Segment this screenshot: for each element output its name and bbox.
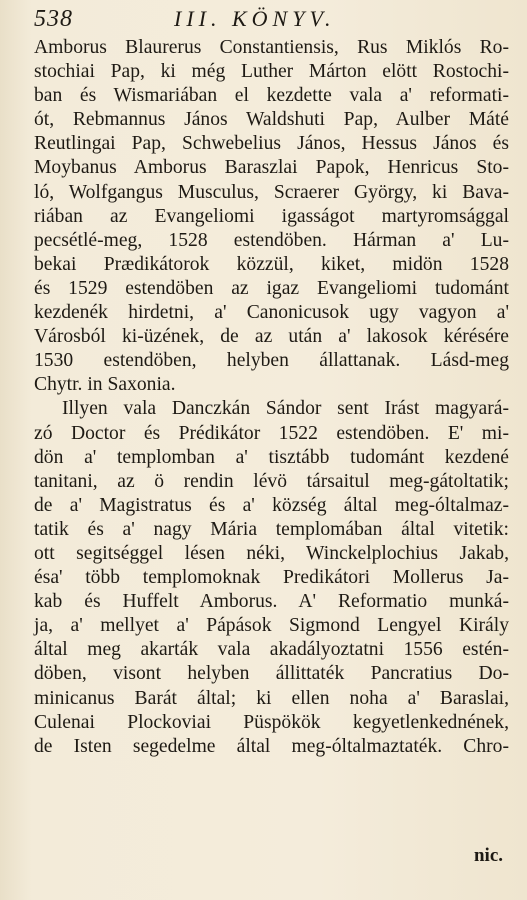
text-line: de Isten segedelme által meg-óltalmaztaték. Chro- [34,735,509,757]
text-line: ót, Rebmannus János Waldshuti Pap, Aulber Máté [34,109,509,131]
text-line: Moybanus Amborus Baraszlai Papok, Henricus Sto- [34,157,509,179]
text-line: tanitani, az ö rendin lévö társaitul meg-gátoltatik; [34,470,509,492]
text-line: által meg akarták vala akadályoztatni 1556 estén- [34,639,509,661]
text-line: ló, Wolfgangus Musculus, Scraerer György, ki Bava- [34,181,509,203]
text-line: zó Doctor és Prédikátor 1522 estendöben. E' mi- [34,422,509,444]
text-line: Chytr. in Saxonia. [34,374,176,396]
text-line: Reutlingai Pap, Schwebelius János, Hessus János és [34,133,509,155]
text-line: pecsétlé-meg, 1528 estendöben. Hárman a' Lu- [34,229,509,251]
page-number: 538 [34,6,73,32]
text-line: Illyen vala Danczkán Sándor sent Irást magyará- [62,398,509,420]
body-text [34,36,509,759]
text-line: kezdenék hirdetni, a' Canonicusok ugy vagyon a' [34,302,509,324]
text-line: 1530 estendöben, helyben állattanak. Lásd-meg [34,350,509,372]
text-line: és 1529 estendöben az igaz Evangeliomi tudománt [34,277,509,299]
text-line: Culenai Plockoviai Püspökök kegyetlenkednének, [34,711,509,733]
text-line: minicanus Barát által; ki ellen noha a' Baraslai, [34,687,509,709]
text-line: ésa' több templomoknak Predikátori Mollerus Ja- [34,567,509,589]
text-line: ja, a' mellyet a' Pápások Sigmond Lengyel Király [34,615,509,637]
running-head: III. KÖNYV. [174,6,336,31]
text-line: Amborus Blaurerus Constantiensis, Rus Miklós Ro- [34,37,509,58]
catchword: nic. [473,845,503,866]
text-line: bekai Prædikátorok közzül, kiket, midön 1528 [34,253,509,275]
text-line: Városból ki-üzének, de az után a' lakosok kérésére [34,326,509,348]
text-line: döben, visont helyben állittaték Pancratius Do- [34,663,509,685]
text-line: dön a' templomban a' tisztább tudománt kezdené [34,446,509,468]
text-line: ott segitséggel lésen néki, Winckelplochius Jakab, [34,542,509,564]
text-line: riában az Evangeliomi igasságot martyromsággal [34,205,509,227]
text-line: ban és Wismariában el kezdette vala a' reformati- [34,85,509,107]
page-header [34,6,509,36]
text-line: tatik és a' nagy Mária templomában által vitetik: [34,518,509,540]
text-line: kab és Huffelt Amborus. A' Reformatio munká- [34,591,509,613]
text-line: de a' Magistratus és a' község által meg-óltalmaz- [34,494,509,516]
text-line: stochiai Pap, ki még Luther Márton elött Rostochi- [34,61,509,83]
